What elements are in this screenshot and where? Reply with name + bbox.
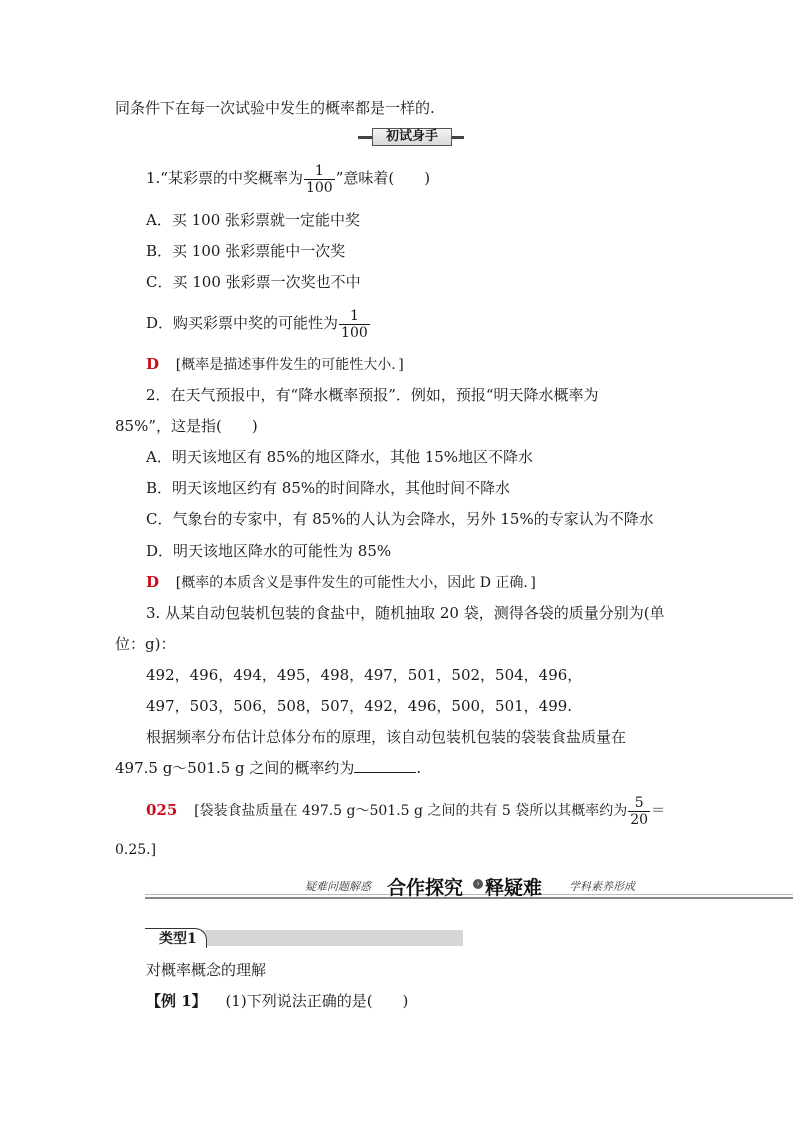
section-right-caption: 学科素养形成: [569, 880, 635, 893]
intro-line: 同条件下在每一次试验中发生的概率都是一样的.: [115, 99, 435, 117]
try-it-label: 初试身手: [372, 128, 452, 146]
q3-answer: [146, 792, 665, 829]
q3-stem-3: 根据频率分布估计总体分布的原理，该自动包装机包装的袋装食盐质量在: [146, 728, 627, 746]
q3-explanation: [袋装食盐质量在 497.5 g～501.5 g 之间的共有 5 袋所以其概率约为 $\frac{5}{20}$ ＝: [194, 794, 666, 828]
q2-option-d: D．明天该地区降水的可能性为 85%: [146, 542, 392, 560]
q1-answer-letter: D: [146, 355, 160, 373]
q2-option-b: B．明天该地区约有 85%的时间降水，其他时间不降水: [146, 479, 511, 497]
try-it-banner: [358, 128, 464, 146]
q1-stem: 1.“某彩票的中奖概率为 $\frac{1}{100}$ ”意味着( ): [146, 162, 431, 196]
q3-data-2: 497，503，506，508，507，492，496，500，501，499.: [146, 697, 573, 715]
section-title-a: 合作探究: [387, 877, 464, 899]
q3-explanation-fraction: $\frac{5}{20}$: [630, 794, 649, 828]
q2-answer-letter: D: [146, 573, 160, 591]
type-tab-label: 类型1: [145, 928, 207, 948]
q3-answer-blank: [354, 758, 416, 773]
q1-fraction: $\frac{1}{100}$: [305, 162, 333, 196]
q1-option-d-fraction: $\frac{1}{100}$: [341, 307, 368, 341]
example-text: (1)下列说法正确的是( ): [225, 992, 409, 1010]
q3-answer-value: 025: [146, 801, 178, 819]
q2-option-a: A．明天该地区有 85%的地区降水，其他 15%地区不降水: [146, 448, 534, 466]
example-label: 【例 1】: [146, 992, 207, 1010]
q1-option-b: B．买 100 张彩票能中一次奖: [146, 242, 346, 260]
section-divider-icon: ›: [473, 879, 483, 889]
topic-heading: 对概率概念的理解: [146, 961, 267, 979]
type-tab: [145, 928, 463, 948]
section-title-b: 释疑难: [485, 877, 543, 899]
q1-option-a: A．买 100 张彩票就一定能中奖: [146, 211, 361, 229]
q3-stem-2: 位：g)：: [115, 635, 176, 653]
q2-stem-1: 2．在天气预报中，有“降水概率预报”．例如，预报“明天降水概率为: [146, 386, 599, 404]
q2-stem-2: 85%”，这是指( ): [115, 417, 258, 435]
q3-stem-4: 497.5 g～501.5 g 之间的概率约为 .: [115, 759, 422, 777]
q3-data-1: 492，496，494，495，498，497，501，502，504，496，: [146, 666, 583, 684]
q1-answer: [146, 354, 404, 375]
q1-explanation: [概率是描述事件发生的可能性大小．]: [175, 357, 404, 373]
section-header: [145, 873, 793, 899]
q1-option-c: C．买 100 张彩票一次奖也不中: [146, 273, 361, 291]
q2-explanation: [概率的本质含义是事件发生的可能性大小，因此 D 正确．]: [175, 575, 536, 591]
q2-answer: [146, 572, 536, 593]
q3-stem-1: 3. 从某自动包装机包装的食盐中，随机抽取 20 袋，测得各袋的质量分别为(单: [146, 604, 665, 622]
q1-option-d: D．购买彩票中奖的可能性为 $\frac{1}{100}$: [146, 307, 368, 341]
q3-explanation-end: 0.25.]: [115, 842, 157, 858]
example-1: [146, 991, 408, 1011]
q2-option-c: C．气象台的专家中，有 85%的人认为会降水，另外 15%的专家认为不降水: [146, 510, 654, 528]
section-left-caption: 疑难问题解惑: [305, 880, 371, 893]
